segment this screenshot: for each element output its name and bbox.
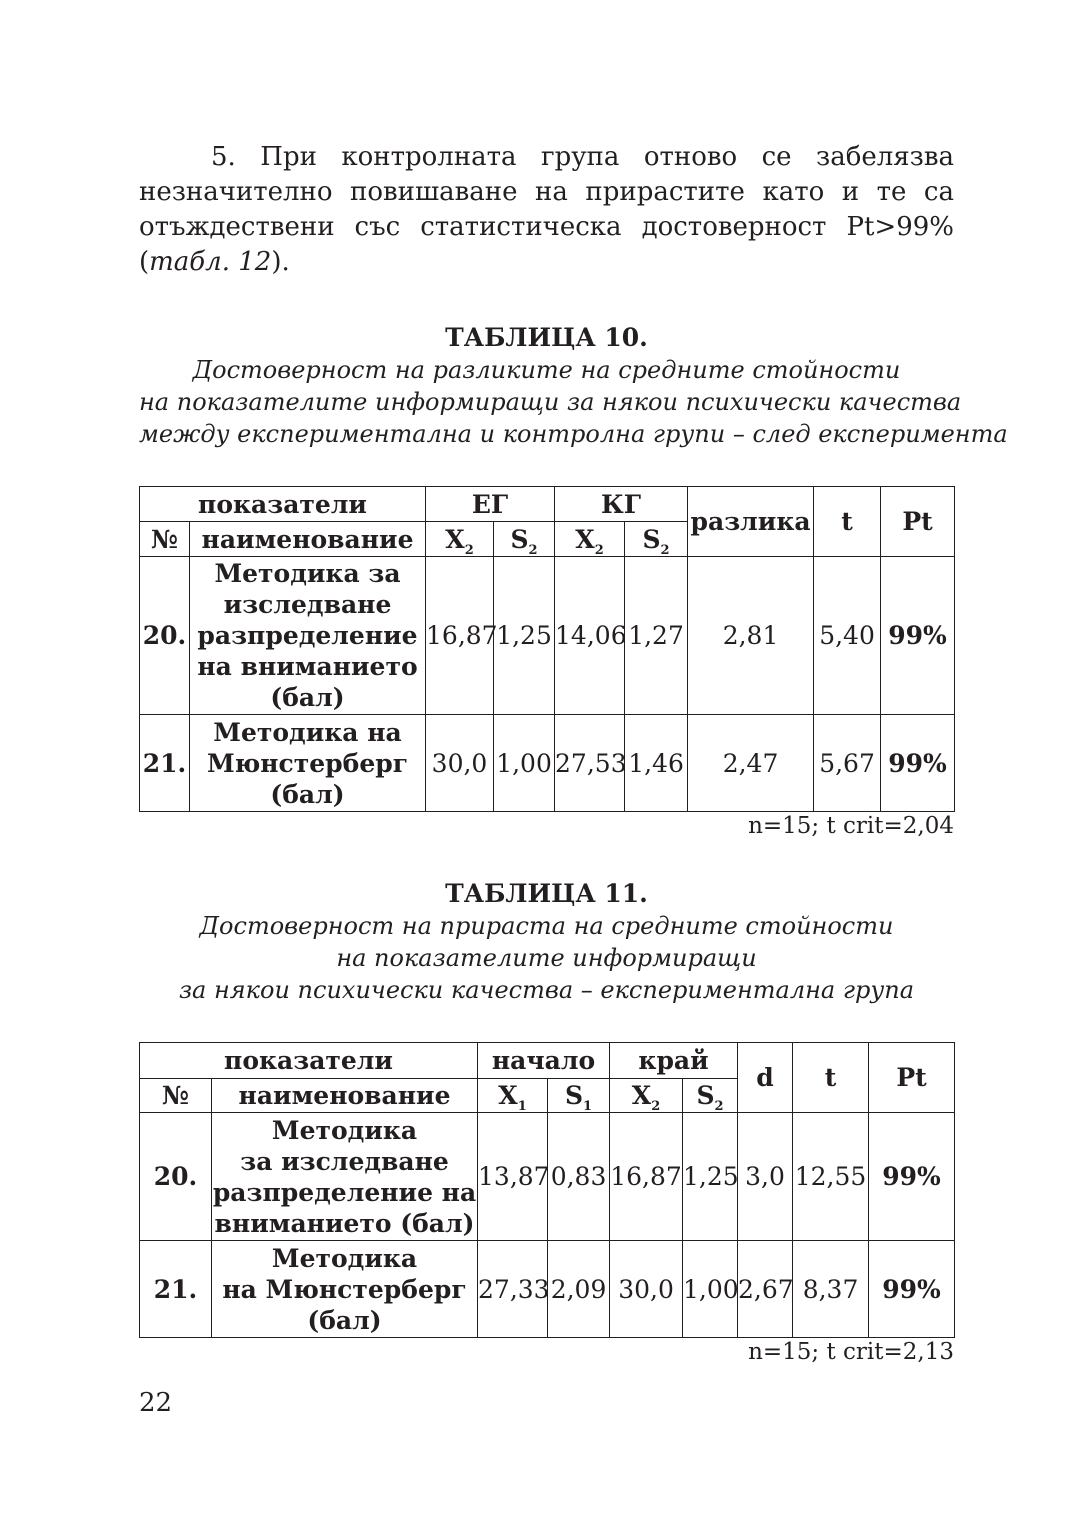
page-number: 22 bbox=[139, 1388, 173, 1418]
table10-header-indicators: показатели bbox=[140, 487, 426, 522]
table10-header-s-kg: $S_2$ bbox=[625, 522, 688, 557]
row-name: Методика на Мюнстерберг (бал) bbox=[212, 1241, 478, 1338]
table11-heading: ТАБЛИЦА 11. bbox=[445, 879, 648, 908]
cell-s2: 1,00 bbox=[683, 1241, 738, 1338]
table10-header-kg: КГ bbox=[555, 487, 688, 522]
table10-header-eg: ЕГ bbox=[426, 487, 555, 522]
table11 bbox=[139, 1042, 955, 1338]
intro-paragraph: 5. При контролната група отново се забелязва незначително повишаване на прирастите като и те са отъждествени със статистическа достоверност Pt>99% (табл. 12). bbox=[139, 142, 954, 277]
table11-note: n=15; t crit=2,13 bbox=[748, 1339, 954, 1365]
cell-s1: 1,00 bbox=[494, 715, 555, 812]
table-row bbox=[140, 557, 955, 715]
row-number: 21. bbox=[140, 715, 190, 812]
table11-header-s-end: $S_2$ bbox=[683, 1079, 738, 1113]
table11-header-start: начало bbox=[478, 1043, 610, 1079]
table10-note: n=15; t crit=2,04 bbox=[748, 813, 954, 839]
table11-header-indicators: показатели bbox=[140, 1043, 478, 1079]
table-row bbox=[140, 1113, 955, 1241]
cell-pt: 99% bbox=[869, 1241, 955, 1338]
table-row bbox=[140, 715, 955, 812]
cell-x2: 30,0 bbox=[610, 1241, 683, 1338]
cell-x1: 30,0 bbox=[426, 715, 494, 812]
table11-header-x-start: $X_1$ bbox=[478, 1079, 548, 1113]
table11-header-name: наименование bbox=[212, 1079, 478, 1113]
cell-s2: 1,46 bbox=[625, 715, 688, 812]
row-name: Методика за изследване разпределение на вниманието (бал) bbox=[190, 557, 426, 715]
cell-diff: 2,81 bbox=[688, 557, 814, 715]
cell-pt: 99% bbox=[869, 1113, 955, 1241]
cell-t: 5,40 bbox=[814, 557, 881, 715]
table11-header-pt: Pt bbox=[869, 1043, 955, 1113]
cell-t: 8,37 bbox=[793, 1241, 869, 1338]
cell-s2: 1,25 bbox=[683, 1113, 738, 1241]
table10-header-no: № bbox=[140, 522, 190, 557]
table11-header-s-start: $S_1$ bbox=[548, 1079, 610, 1113]
cell-x1: 27,33 bbox=[478, 1241, 548, 1338]
row-name: Методика на Мюнстерберг (бал) bbox=[190, 715, 426, 812]
row-number: 20. bbox=[140, 1113, 212, 1241]
table10-header-x-eg: $X_2$ bbox=[426, 522, 494, 557]
table10-header-name: наименование bbox=[190, 522, 426, 557]
page-body bbox=[139, 140, 1008, 1366]
table-reference: табл. 12 bbox=[149, 247, 272, 277]
table10-header-diff: разлика bbox=[688, 487, 814, 557]
table11-header-x-end: $X_2$ bbox=[610, 1079, 683, 1113]
cell-diff: 2,47 bbox=[688, 715, 814, 812]
cell-s1: 0,83 bbox=[548, 1113, 610, 1241]
cell-t: 12,55 bbox=[793, 1113, 869, 1241]
table10 bbox=[139, 486, 955, 812]
table10-header-x-kg: $X_2$ bbox=[555, 522, 625, 557]
table10-heading: ТАБЛИЦА 10. bbox=[445, 323, 648, 352]
table11-header-end: край bbox=[610, 1043, 738, 1079]
table10-header-pt: Pt bbox=[881, 487, 955, 557]
cell-t: 5,67 bbox=[814, 715, 881, 812]
table11-header-row1 bbox=[140, 1043, 955, 1079]
cell-diff: 2,67 bbox=[738, 1241, 793, 1338]
cell-s1: 2,09 bbox=[548, 1241, 610, 1338]
cell-x1: 16,87 bbox=[426, 557, 494, 715]
table10-header-t: t bbox=[814, 487, 881, 557]
cell-s2: 1,27 bbox=[625, 557, 688, 715]
cell-s1: 1,25 bbox=[494, 557, 555, 715]
cell-pt: 99% bbox=[881, 557, 955, 715]
row-number: 21. bbox=[140, 1241, 212, 1338]
row-name: Методика за изследване разпределение на вниманието (бал) bbox=[212, 1113, 478, 1241]
cell-pt: 99% bbox=[881, 715, 955, 812]
table11-header-no: № bbox=[140, 1079, 212, 1113]
cell-x2: 27,53 bbox=[555, 715, 625, 812]
table11-caption: Достоверност на прираста на средните стойности на показателите информиращи за някои психически качества – експериментална група bbox=[178, 912, 915, 1004]
table10-header-row1 bbox=[140, 487, 955, 522]
table-row bbox=[140, 1241, 955, 1338]
table10-caption: Достоверност на разликите на средните стойности на показателите информиращи за някои психически качества между експериментална и контролна групи – след експеримента bbox=[139, 356, 1008, 448]
cell-x2: 16,87 bbox=[610, 1113, 683, 1241]
table10-header-s-eg: $S_2$ bbox=[494, 522, 555, 557]
table11-header-t: t bbox=[793, 1043, 869, 1113]
cell-x2: 14,06 bbox=[555, 557, 625, 715]
cell-diff: 3,0 bbox=[738, 1113, 793, 1241]
cell-x1: 13,87 bbox=[478, 1113, 548, 1241]
row-number: 20. bbox=[140, 557, 190, 715]
table11-header-d: d bbox=[738, 1043, 793, 1113]
